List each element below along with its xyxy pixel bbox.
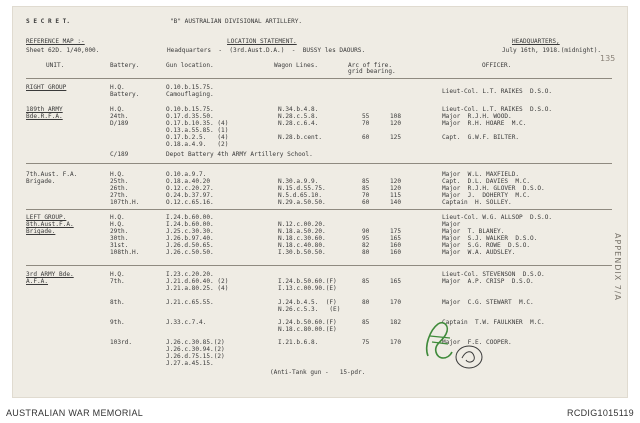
row-officer: Major F.E. COOPER.	[442, 339, 512, 346]
row-battery: 8th.	[110, 299, 125, 306]
row-arc-a: 90 95 82 80	[362, 228, 370, 256]
hq-subtitle: Headquarters - (3rd.Aust.D.A.) - BUSSY les DAOURS.	[167, 47, 366, 54]
col-unit: UNIT.	[46, 62, 65, 69]
row-arc-a: 85	[362, 319, 370, 326]
location-statement-title: LOCATION STATEMENT.	[227, 38, 297, 45]
row-gun: O.10.b.15.75. O.17.d.35.50. O.17.b.10.35. (4) O.13.a.55.85. (1) O.17.b.2.5. (4) O.18.a.4.9. (2)	[166, 106, 229, 148]
col-arc-of-fire: Arc of fire.	[348, 62, 393, 69]
row-arc-b: 165	[390, 278, 402, 285]
document-sheet	[12, 6, 628, 398]
row-battery: H.Q. 24th. D/189	[110, 106, 129, 127]
row-arc-a: 75	[362, 339, 370, 346]
row-arc-b: 108 120 125	[390, 113, 402, 141]
appendix-note: APPENDIX 7/A	[613, 233, 622, 301]
document-date: July 16th, 1918.(midnight).	[502, 47, 602, 54]
section-rule	[26, 209, 612, 210]
row-gun: O.10.b.15.75. Camouflaging.	[166, 84, 214, 98]
row-officer: Lieut-Col. L.T. RAIKES D.S.O.	[442, 88, 553, 95]
row-arc-a: 55 70 60	[362, 113, 370, 141]
row-battery: H.Q. 25th. 26th. 27th. 107th.H.	[110, 171, 140, 206]
col-wagon-lines: Wagon Lines.	[274, 62, 319, 69]
row-arc-b: 120 120 115 140	[390, 178, 402, 206]
row-arc-b: 170	[390, 339, 402, 346]
row-battery: H.Q. H.Q. 29th. 30th. 31st. 108th.H.	[110, 214, 140, 256]
row-gun: J.33.c.7.4.	[166, 319, 207, 326]
row-gun: O.10.a.9.7. O.18.a.40.20 O.12.c.20.27. O.24.b.37.97. O.12.c.65.16.	[166, 171, 214, 206]
row-battery: 9th.	[110, 319, 125, 326]
row-officer: Major W.L. MAXFIELD. Capt. D.L. DAVIES M.C. Major R.J.H. GLOVER D.S.O. Major J. DOHERTY M.C. Captain H. SOLLEY.	[442, 171, 545, 206]
row-wagon: N.30.a.9.9. N.15.d.55.75. N.5.d.65.10. N.29.a.50.50.	[278, 178, 326, 206]
row-unit: LEFT GROUP. 8th.Aust.F.A. Brigade.	[26, 214, 74, 235]
row-battery: H.Q. 7th.	[110, 271, 125, 285]
unit-title: "B" AUSTRALIAN DIVISIONAL ARTILLERY.	[170, 18, 303, 25]
row-unit: 7th.Aust. F.A. Brigade.	[26, 171, 78, 185]
row-arc-a: 85 85 70 60	[362, 178, 370, 206]
row-gun: J.21.c.65.55.	[166, 299, 214, 306]
col-battery: Battery.	[110, 62, 140, 69]
row-arc-a: 80	[362, 299, 370, 306]
row-arc-b: 175 165 160 160	[390, 228, 402, 256]
row-unit: 189th ARMY Bde.R.F.A.	[26, 106, 63, 120]
row-battery: C/189	[110, 151, 129, 158]
row-wagon: N.34.b.4.8. N.28.c.5.8. N.28.c.6.4. N.28.b.cent.	[278, 106, 323, 141]
header-rule	[26, 78, 612, 79]
row-gun: Depot Battery 4th ARMY Artillery School.	[166, 151, 313, 158]
row-wagon: (Anti-Tank gun - 15-pdr.	[270, 369, 366, 376]
row-arc-a: 85	[362, 278, 370, 285]
row-arc-b: 170	[390, 299, 402, 306]
row-wagon: N.12.c.00.20. N.18.a.50.20. N.18.c.30.60. N.18.c.40.80. I.30.b.50.50.	[278, 221, 326, 256]
row-officer: Lieut-Col. L.T. RAIKES D.S.O. Major R.J.H. WOOD. Major R.H. HOARE M.C. Capt. G.W.F. BILTER.	[442, 106, 553, 141]
record-id: RCDIG1015119	[567, 408, 634, 418]
col-grid-bearing: grid bearing.	[348, 68, 396, 75]
secret-label: S E C R E T.	[26, 18, 71, 25]
row-unit: 3rd ARMY Bde. A.F.A.	[26, 271, 74, 285]
row-wagon: J.24.b.4.5. (F) N.26.c.5.3. (E)	[278, 299, 341, 313]
col-officer: OFFICER.	[482, 62, 512, 69]
section-rule	[26, 163, 612, 164]
page-number: 135	[600, 54, 616, 63]
section-rule	[26, 265, 612, 266]
reference-map-label: REFERENCE MAP :-	[26, 38, 85, 45]
headquarters-label: HEADQUARTERS,	[512, 38, 560, 45]
row-officer: Lieut-Col. STEVENSON D.S.O. Major A.P. CRISP D.S.O.	[442, 271, 545, 285]
row-battery: 103rd.	[110, 339, 133, 346]
sheet-line: Sheet 62D. 1/40,000.	[26, 47, 100, 54]
row-gun: I.24.b.60.00. I.24.b.60.00. J.25.c.30.30. J.26.b.97.40. J.26.d.50.65. J.26.c.50.50.	[166, 214, 214, 256]
col-gun-location: Gun location.	[166, 62, 214, 69]
row-unit: RIGHT GROUP	[26, 84, 67, 91]
archive-credit: AUSTRALIAN WAR MEMORIAL	[6, 408, 144, 418]
row-wagon: I.21.b.6.8.	[278, 339, 319, 346]
row-officer: Captain T.W. FAULKNER M.C.	[442, 319, 545, 326]
row-arc-b: 182	[390, 319, 402, 326]
circled-mark-icon	[452, 342, 486, 372]
row-battery: H.Q. Battery.	[110, 84, 140, 98]
row-officer: Lieut-Col. W.G. ALLSOP D.S.O. Major Major T. BLANEY. Major S.J. WALKER D.S.O. Major S.G. ROWE D.S.O. Major W.A. AUDSLEY.	[442, 214, 553, 256]
row-gun: I.23.c.20.20. J.21.d.60.40. (2) J.21.a.80.25. (4)	[166, 271, 229, 292]
row-gun: J.26.c.30.85.(2) J.26.c.30.94.(2) J.26.d.75.15.(2) J.27.a.45.15.	[166, 339, 225, 367]
row-wagon: J.24.b.50.60.(F) N.18.c.80.00.(E)	[278, 319, 337, 333]
row-officer: Major C.G. STEWART M.C.	[442, 299, 534, 306]
row-wagon: I.24.b.50.60.(F) I.13.c.00.90.(E)	[278, 278, 337, 292]
